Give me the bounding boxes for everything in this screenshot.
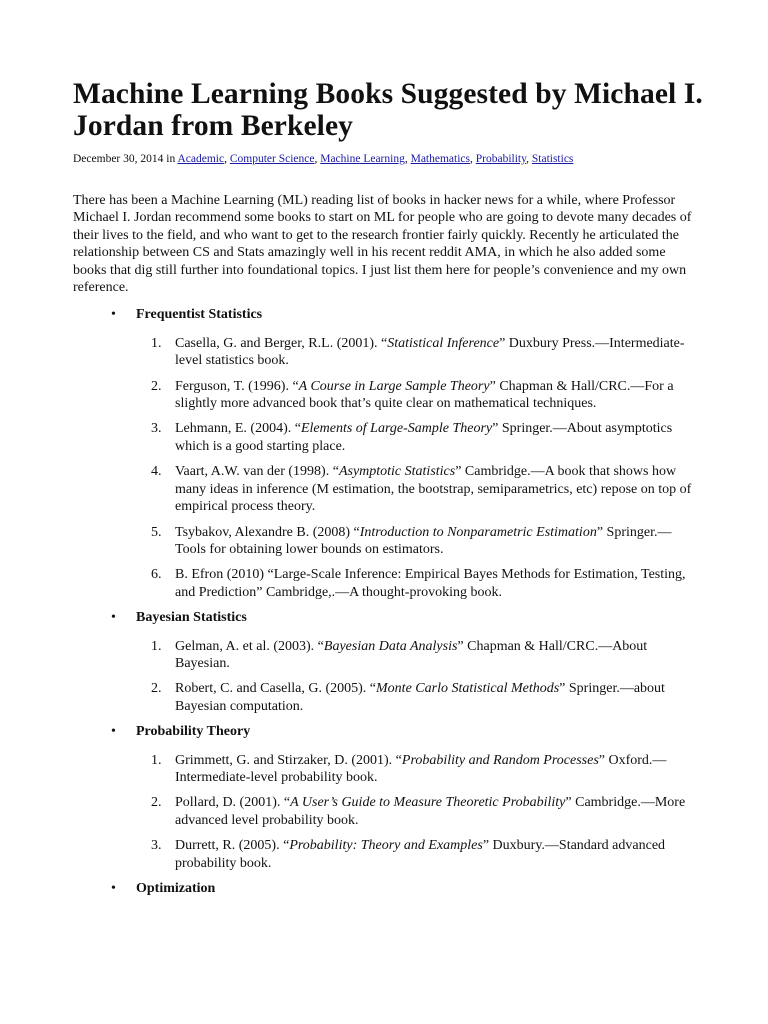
book-list: [136, 752, 708, 872]
book-title: Asymptotic Statistics: [338, 464, 456, 480]
article-title: Machine Learning Books Suggested by Michael I. Jordan from Berkeley: [73, 78, 703, 142]
section-title: Bayesian Statistics: [136, 610, 247, 626]
book-number: 5.: [151, 524, 162, 540]
book-item: [136, 524, 695, 559]
category-link-academic[interactable]: Academic: [177, 153, 225, 165]
section-item: [73, 880, 708, 897]
book-citation-end: ” Cambridge.—A book that shows how many ideas in inference (M estimation, the bootstrap, semiparametrics, etc) repose on top of empirical process theory.: [175, 464, 692, 515]
book-citation-end: ” Springer.—Tools for obtaining lower bounds on estimators.: [175, 524, 672, 557]
book-number: 2.: [151, 378, 162, 394]
intro-paragraph: There has been a Machine Learning (ML) reading list of books in hacker news for a while, where Professor Michael I. Jordan recommend some books to start on ML for people who are going to devote many decades of their lives to the field, and who want to get to the research frontier fairly quickly. Recently he articulated the relationship between CS and Stats amazingly well in his recent reddit AMA, in which he also added some books that dig still further into foundational topics. I just list them here for people’s convenience and my own reference.: [73, 193, 692, 296]
book-item: [136, 378, 695, 413]
book-item: [136, 420, 695, 455]
book-citation-start: Gelman, A. et al. (2003). “: [175, 638, 324, 654]
category-links: Academic, Computer Science, Machine Learning, Mathematics, Probability, Statistics: [177, 153, 574, 165]
section-title: Frequentist Statistics: [136, 307, 263, 323]
book-item: [136, 680, 695, 715]
book-item: [136, 463, 695, 515]
book-number: 1.: [151, 335, 162, 351]
bullet-icon: •: [111, 724, 116, 740]
book-citation-start: Tsybakov, Alexandre B. (2008) “: [175, 524, 360, 540]
book-title: Probability and Random Processes: [401, 752, 599, 768]
book-citation-end: ” Chapman & Hall/CRC.—About Bayesian.: [175, 638, 648, 671]
bullet-icon: •: [111, 881, 116, 896]
book-item: [136, 335, 695, 370]
book-item: [136, 794, 695, 829]
book-citation-start: Grimmett, G. and Stirzaker, D. (2001). “: [175, 752, 402, 768]
book-number: 6.: [151, 567, 162, 583]
section-item: [73, 609, 708, 715]
book-title: A Course in Large Sample Theory: [298, 378, 490, 394]
book-citation-start: Pollard, D. (2001). “: [175, 795, 291, 811]
book-citation-end: ” Springer.—about Bayesian computation.: [175, 681, 665, 714]
book-number: 3.: [151, 838, 162, 854]
post-meta: [73, 152, 708, 166]
post-date: December 30, 2014: [73, 153, 164, 165]
book-citation-start: Casella, G. and Berger, R.L. (2001). “: [175, 335, 388, 351]
book-item: [136, 837, 695, 872]
book-sections-list: [73, 306, 708, 897]
book-citation-end: ” Springer.—About asymptotics which is a good starting place.: [175, 421, 673, 454]
book-title: Bayesian Data Analysis: [323, 638, 458, 654]
book-citation-end: ” Cambridge.—More advanced level probability book.: [175, 795, 686, 828]
book-citation-start: Robert, C. and Casella, G. (2005). “: [175, 681, 377, 697]
book-number: 2.: [151, 681, 162, 697]
category-link-mathematics[interactable]: Mathematics: [410, 153, 470, 165]
book-citation-start: Ferguson, T. (1996). “: [175, 378, 299, 394]
book-list: [136, 638, 708, 716]
section-item: [73, 306, 708, 601]
book-item: [136, 752, 695, 787]
book-number: 1.: [151, 752, 162, 768]
book-title: Statistical Inference: [387, 335, 500, 351]
bullet-icon: •: [111, 610, 116, 626]
book-list: [136, 335, 708, 601]
category-link-statistics[interactable]: Statistics: [531, 153, 574, 165]
book-citation-end: ” Duxbury.—Standard advanced probability book.: [175, 838, 666, 871]
book-title: Probability: Theory and Examples: [289, 838, 483, 854]
book-citation-start: Durrett, R. (2005). “: [175, 838, 290, 854]
book-citation-end: ” Chapman & Hall/CRC.—For a slightly more advanced book that’s quite clear on mathematical techniques.: [175, 378, 674, 412]
category-link-machine-learning[interactable]: Machine Learning: [320, 153, 405, 165]
book-number: 2.: [151, 795, 162, 811]
book-citation-end: ” Duxbury Press.—Intermediate-level statistics book.: [175, 335, 685, 369]
book-item: [136, 566, 695, 601]
category-link-computer-science[interactable]: Computer Science: [229, 153, 315, 165]
book-item: [136, 638, 695, 673]
bullet-icon: •: [111, 307, 116, 323]
section-title: Optimization: [136, 881, 216, 896]
section-title: Probability Theory: [136, 724, 251, 740]
section-item: [73, 723, 708, 872]
book-citation-start: Lehmann, E. (2004). “: [175, 421, 301, 437]
book-title: Elements of Large-Sample Theory: [300, 421, 493, 437]
book-number: 1.: [151, 638, 162, 654]
book-number: 4.: [151, 464, 162, 480]
category-link-probability[interactable]: Probability: [475, 153, 527, 165]
book-title: Introduction to Nonparametric Estimation: [359, 524, 597, 540]
post-in-word: in: [166, 153, 176, 165]
book-title: Monte Carlo Statistical Methods: [376, 681, 560, 697]
book-citation-start: B. Efron (2010) “Large-Scale Inference: Empirical Bayes Methods for Estimation, Testing, and Prediction” Cambridge,.—A thought-provoking book.: [175, 567, 686, 600]
book-number: 3.: [151, 421, 162, 437]
book-title: A User’s Guide to Measure Theoretic Probability: [290, 795, 566, 811]
book-citation-end: ” Oxford.—Intermediate-level probability book.: [175, 752, 667, 785]
book-citation-start: Vaart, A.W. van der (1998). “: [175, 464, 339, 480]
